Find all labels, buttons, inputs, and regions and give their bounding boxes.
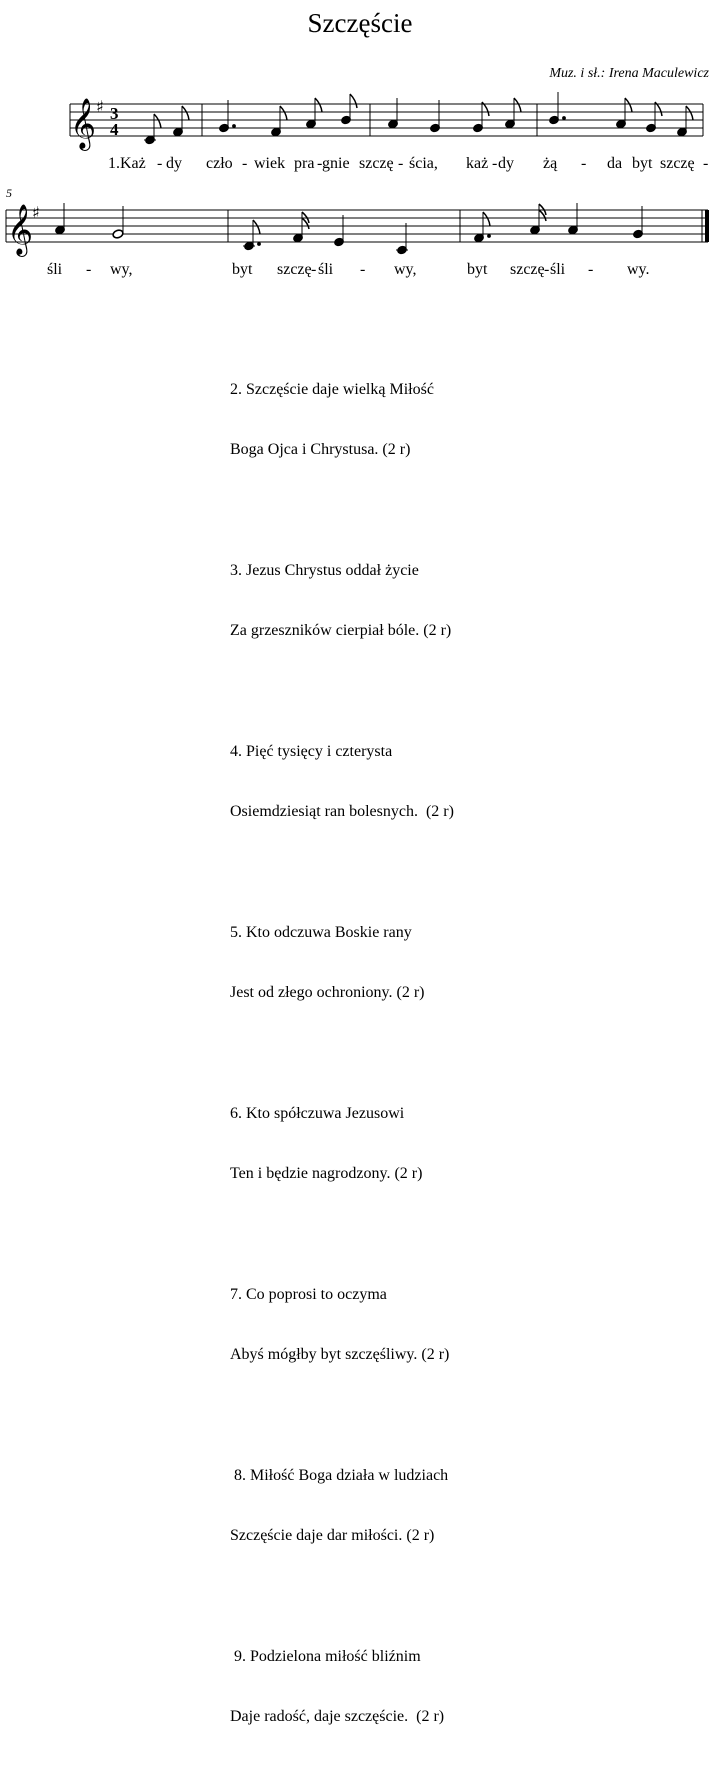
- lyric-syllable: szczę: [660, 155, 695, 172]
- lyrics-line-1: [108, 155, 708, 172]
- sheet-music: [0, 0, 720, 300]
- verse-line: Za grzeszników cierpiał bóle. (2 r): [230, 622, 452, 639]
- treble-clef-icon: 𝄞: [70, 98, 97, 149]
- treble-clef-icon: 𝄞: [7, 204, 34, 255]
- lyric-syllable: wy.: [627, 261, 650, 278]
- lyric-hyphen: -: [544, 261, 550, 278]
- verse-3: [230, 521, 454, 681]
- sharp-icon: ♯: [32, 203, 40, 222]
- time-signature-bottom: 4: [110, 120, 119, 139]
- notes-line-2: [55, 203, 644, 255]
- lyric-hyphen: -: [242, 155, 248, 172]
- lyric-syllable: wy,: [394, 261, 417, 278]
- lyric-syllable: szczę: [510, 261, 545, 278]
- note: [112, 229, 124, 239]
- verse-line: 8. Miłość Boga działa w ludziach: [230, 1467, 449, 1484]
- lyric-hyphen: -: [581, 155, 587, 172]
- lyric-syllable: byt: [467, 261, 488, 278]
- verse-line: 5. Kto odczuwa Boskie rany: [230, 924, 412, 941]
- lyric-syllable: każ: [466, 155, 489, 172]
- lyric-syllable: gnie: [322, 155, 350, 172]
- lyric-syllable: wiek: [254, 155, 286, 172]
- verse-line: Abyś mógłby byt szczęśliwy. (2 r): [230, 1346, 450, 1363]
- lyric-hyphen: -: [492, 155, 498, 172]
- lyrics-line-2: [47, 261, 650, 278]
- lyric-hyphen: -: [86, 261, 92, 278]
- verse-line: 2. Szczęście daje wielką Miłość: [230, 381, 434, 398]
- lyric-syllable: 1.Każ: [108, 155, 146, 172]
- lyric-syllable: wy,: [110, 261, 133, 278]
- lyric-hyphen: -: [588, 261, 594, 278]
- lyric-syllable: da: [607, 155, 623, 172]
- lyric-syllable: szczę: [277, 261, 312, 278]
- lyric-syllable: dy: [166, 155, 182, 172]
- verses-list: [230, 340, 454, 1788]
- lyric-hyphen: -: [317, 155, 323, 172]
- verse-2: [230, 340, 454, 500]
- lyric-hyphen: -: [703, 155, 709, 172]
- time-signature-top: 3: [110, 104, 119, 123]
- verse-line: 9. Podzielona miłość bliźnim: [230, 1648, 421, 1665]
- lyric-syllable: czło: [206, 155, 233, 172]
- verse-7: [230, 1245, 454, 1405]
- verse-line: 6. Kto spółczuwa Jezusowi: [230, 1105, 405, 1122]
- composer-credit: Muz. i sł.: Irena Maculewicz: [549, 66, 709, 81]
- lyric-syllable: śli: [550, 261, 566, 278]
- verse-line: Daje radość, daje szczęście. (2 r): [230, 1708, 445, 1725]
- lyric-syllable: żą: [543, 155, 558, 172]
- sharp-icon: ♯: [96, 97, 104, 116]
- lyric-hyphen: -: [360, 261, 366, 278]
- verse-line: 4. Pięć tysięcy i czterysta: [230, 743, 393, 760]
- verse-line: Osiemdziesiąt ran bolesnych. (2 r): [230, 803, 454, 820]
- verse-6: [230, 1064, 454, 1224]
- lyric-hyphen: -: [398, 155, 404, 172]
- verse-4: [230, 702, 454, 862]
- verse-line: Ten i będzie nagrodzony. (2 r): [230, 1165, 423, 1182]
- staff-2: [6, 210, 709, 242]
- song-title: Szczęście: [307, 8, 413, 38]
- notes-line-1: [144, 92, 693, 145]
- lyric-syllable: byt: [632, 155, 653, 172]
- lyric-syllable: pra: [294, 155, 315, 172]
- measure-number: 5: [6, 186, 12, 200]
- lyric-syllable: śli: [318, 261, 334, 278]
- lyric-syllable: ścia,: [409, 155, 438, 172]
- verse-line: Szczęście daje dar miłości. (2 r): [230, 1527, 435, 1544]
- verse-line: 3. Jezus Chrystus oddał życie: [230, 562, 419, 579]
- verse-9: [230, 1607, 454, 1767]
- verse-line: Jest od złego ochroniony. (2 r): [230, 984, 425, 1001]
- lyric-syllable: byt: [232, 261, 253, 278]
- verse-line: 7. Co poprosi to oczyma: [230, 1286, 387, 1303]
- lyric-syllable: szczę: [359, 155, 394, 172]
- verse-5: [230, 883, 454, 1043]
- lyric-hyphen: -: [157, 155, 163, 172]
- verse-line: Boga Ojca i Chrystusa. (2 r): [230, 441, 411, 458]
- verse-8: [230, 1426, 454, 1586]
- staff-1: [70, 104, 703, 136]
- lyric-hyphen: -: [311, 261, 317, 278]
- lyric-syllable: dy: [498, 155, 514, 172]
- lyric-syllable: śli: [47, 261, 63, 278]
